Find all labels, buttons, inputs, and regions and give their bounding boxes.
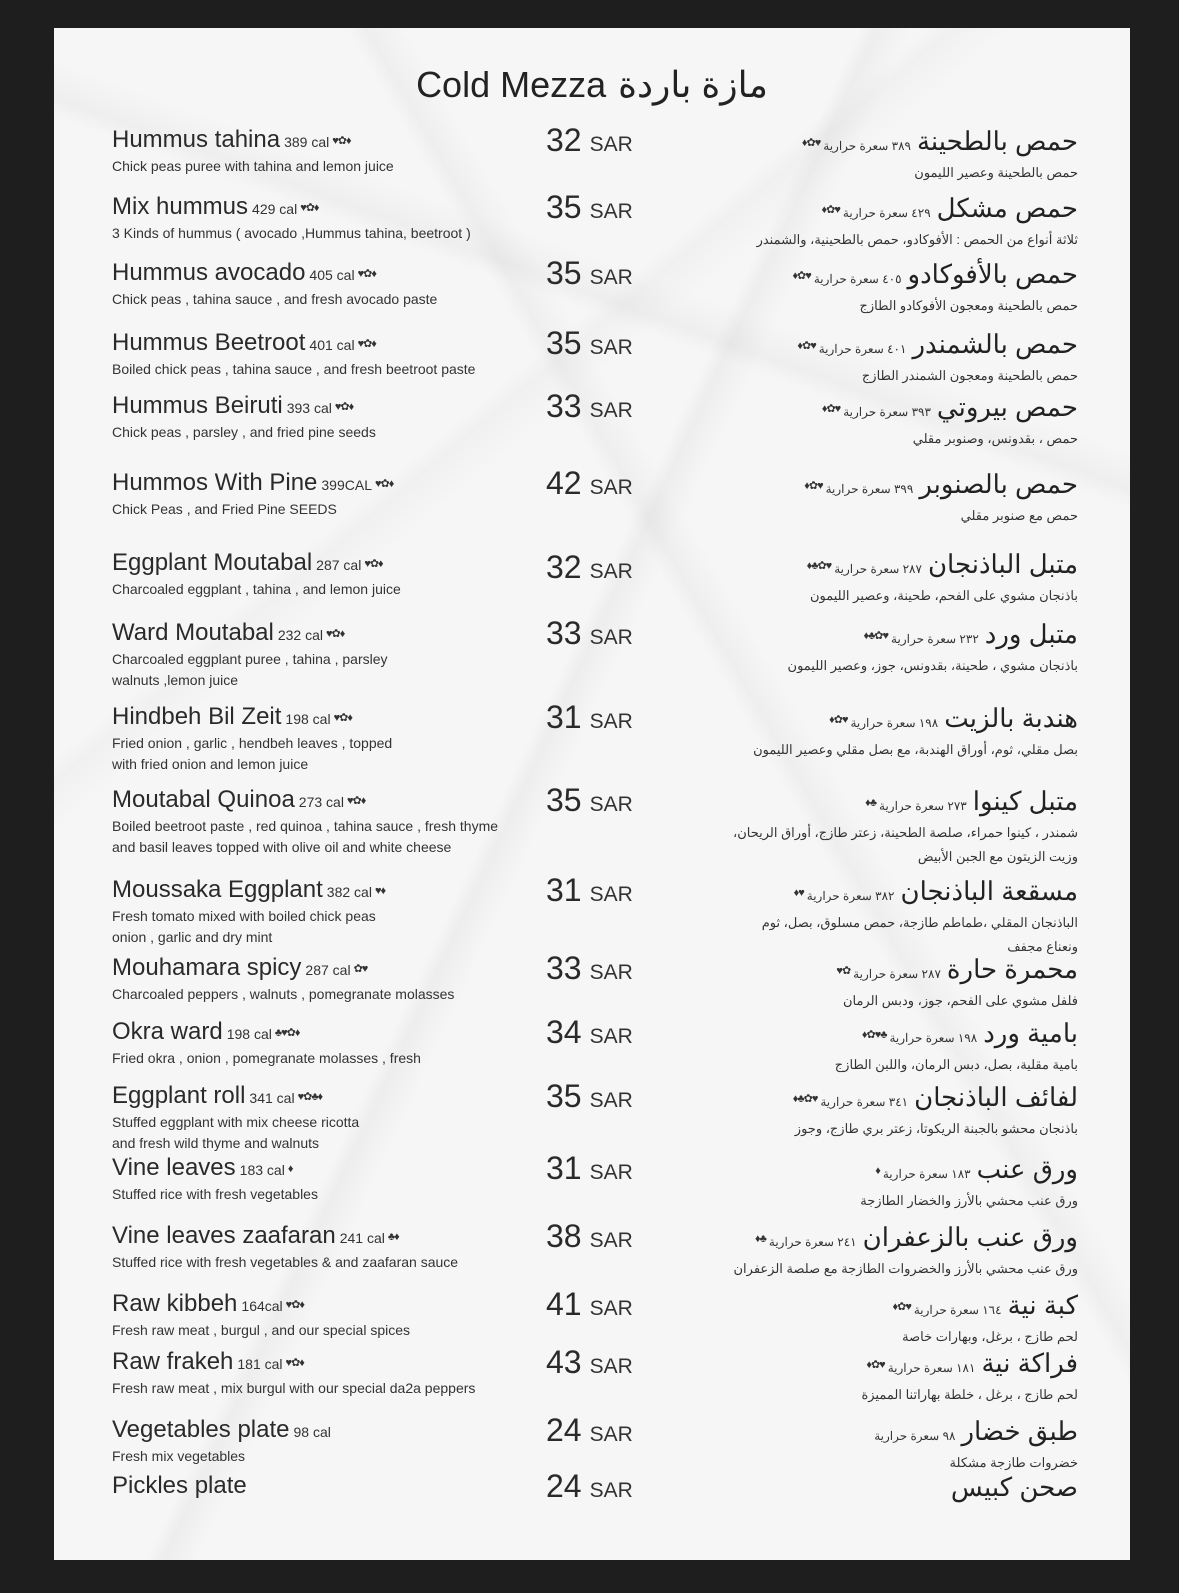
- item-ar: [638, 1222, 1078, 1281]
- diet-icons: ♥✿♣♦: [297, 1090, 323, 1103]
- item-description: and basil leaves topped with olive oil and white cheese: [112, 839, 452, 855]
- item-calories: 401 cal: [309, 337, 355, 353]
- item-ar: [638, 469, 1078, 528]
- item-ar-name: لفائف الباذنجان: [914, 1082, 1078, 1112]
- diet-icons-ar: ♥✿♦: [797, 340, 816, 353]
- item-calories: 389 cal: [284, 134, 330, 150]
- item-ar-name: حمص بالطحينة: [916, 126, 1078, 156]
- price-currency: SAR: [589, 1297, 633, 1320]
- price-value: 24: [546, 1412, 582, 1448]
- diet-icons-ar: ♣♦: [865, 797, 877, 810]
- item-ar: [638, 1348, 1078, 1407]
- price-currency: SAR: [589, 200, 633, 223]
- diet-icons: ♥✿♦: [285, 1298, 305, 1311]
- item-ar-description: حمص بالطحينة ومعجون الشمندر الطازج: [861, 368, 1078, 383]
- price-value: 35: [546, 782, 582, 818]
- price-currency: SAR: [589, 476, 633, 499]
- diet-icons-ar: ♥♦: [793, 887, 804, 900]
- price-value: 35: [546, 325, 582, 361]
- price-currency: SAR: [589, 266, 633, 289]
- item-ar: [638, 193, 1078, 252]
- item-description: Charcoaled eggplant , tahina , and lemon juice: [112, 581, 401, 597]
- item-ar-description: باذنجان مشوي ، طحينة، بقدونس، جوز، وعصير الليمون: [787, 658, 1078, 673]
- price-currency: SAR: [589, 1229, 633, 1252]
- diet-icons-ar: ♥✿♦: [829, 714, 848, 727]
- item-ar-name: حمص بالشمندر: [912, 329, 1078, 359]
- diet-icons-ar: ♣♦: [755, 1233, 766, 1246]
- item-ar-name: متبل كينوا: [972, 786, 1078, 816]
- item-name-line: [112, 1416, 542, 1446]
- item-en: [112, 469, 542, 520]
- item-ar-description: حمص بالطحينة ومعجون الأفوكادو الطازج: [859, 298, 1078, 313]
- item-description: Fried okra , onion , pomegranate molasses , fresh: [112, 1050, 421, 1066]
- diet-icons-ar: ♥✿♦: [892, 1301, 911, 1314]
- item-ar: [638, 392, 1078, 451]
- item-ar-name-line: [638, 392, 1078, 427]
- price-currency: SAR: [589, 961, 633, 984]
- item-ar-name-line: [638, 469, 1078, 504]
- item-name-line: [112, 259, 542, 289]
- item-description: Fresh tomato mixed with boiled chick peas: [112, 908, 376, 924]
- item-ar-name: حمص بيروتي: [936, 392, 1078, 422]
- item-name: Vegetables plate: [112, 1416, 290, 1443]
- item-ar-name: صحن كبيس: [950, 1472, 1078, 1502]
- item-description: Charcoaled eggplant puree , tahina , parsley: [112, 651, 388, 667]
- item-ar-calories: ٣٤١ سعرة حرارية: [820, 1095, 909, 1109]
- item-en: [112, 1348, 542, 1399]
- item-en: [112, 259, 542, 310]
- price-currency: SAR: [589, 1355, 633, 1378]
- item-ar-calories: ٤٠٥ سعرة حرارية: [813, 272, 902, 286]
- price-currency: SAR: [589, 560, 633, 583]
- diet-icons-ar: ♦: [875, 1165, 880, 1178]
- item-ar-calories: ١٩٨ سعرة حرارية: [889, 1031, 978, 1045]
- price-value: 41: [546, 1286, 582, 1322]
- price-currency: SAR: [589, 1479, 633, 1502]
- item-description: Charcoaled peppers , walnuts , pomegranate molasses: [112, 986, 455, 1002]
- item-ar-name: ورق عنب بالزعفران: [862, 1222, 1078, 1252]
- item-name: Pickles plate: [112, 1472, 247, 1499]
- item-ar-name-line: [638, 1472, 1078, 1507]
- diet-icons: ♥✿♦: [285, 1356, 304, 1369]
- item-calories: 429 cal: [252, 201, 298, 217]
- diet-icons: ♥✿♦: [332, 134, 351, 147]
- item-ar-name-line: [638, 193, 1078, 228]
- item-ar-name: طبق خضار: [961, 1416, 1078, 1446]
- item-ar-calories: ١٨١ سعرة حرارية: [887, 1361, 976, 1375]
- item-calories: 183 cal: [239, 1162, 285, 1178]
- item-ar-calories: ٤٢٩ سعرة حرارية: [842, 206, 931, 220]
- item-ar-name-line: [638, 786, 1078, 821]
- item-en: [112, 1154, 542, 1205]
- item-ar-name-line: [638, 954, 1078, 989]
- item-calories: 98 cal: [293, 1424, 331, 1440]
- item-ar-description: حمص مع صنوبر مقلي: [960, 508, 1078, 523]
- price-value: 33: [546, 388, 582, 424]
- item-ar-description: شمندر ، كينوا حمراء، صلصة الطحينة، زعتر طازج، أوراق الريحان،: [733, 825, 1078, 840]
- item-name-line: [112, 1290, 542, 1320]
- item-ar-name: مسقعة الباذنجان: [900, 876, 1078, 906]
- item-name: Vine leaves: [112, 1154, 236, 1181]
- item-ar-name: محمرة حارة: [946, 954, 1078, 984]
- item-ar: [638, 1082, 1078, 1141]
- item-description: with fried onion and lemon juice: [112, 756, 309, 772]
- item-name-line: [112, 703, 542, 733]
- item-calories: 181 cal: [237, 1356, 283, 1372]
- price-value: 32: [546, 122, 582, 158]
- diet-icons-ar: ♥✿♣♦: [863, 630, 889, 643]
- item-ar-name: هندبة بالزيت: [944, 703, 1078, 733]
- item-ar: [638, 786, 1078, 869]
- item-description: Stuffed eggplant with mix cheese ricotta: [112, 1114, 360, 1130]
- diet-icons: ♥✿♦: [357, 337, 376, 350]
- item-name: Raw frakeh: [112, 1348, 234, 1375]
- item-name-line: [112, 1018, 542, 1048]
- item-ar-name: بامية ورد: [983, 1018, 1078, 1048]
- item-ar-name: متبل الباذنجان: [927, 549, 1078, 579]
- item-ar-description: بامية مقلية، بصل، دبس الرمان، واللبن الطازج: [834, 1057, 1078, 1072]
- price-currency: SAR: [589, 626, 633, 649]
- item-name-line: [112, 786, 542, 816]
- item-description: Chick Peas , and Fried Pine SEEDS: [112, 501, 337, 517]
- item-ar-name: حمص بالصنوبر: [919, 469, 1078, 499]
- item-ar-name-line: [638, 1222, 1078, 1257]
- diet-icons: ♣♦: [387, 1230, 399, 1243]
- item-ar-name-line: [638, 1290, 1078, 1325]
- price-currency: SAR: [589, 336, 633, 359]
- price-value: 31: [546, 1150, 582, 1186]
- item-calories: 273 cal: [298, 794, 344, 810]
- item-calories: 232 cal: [277, 627, 324, 643]
- item-ar-description: لحم طازج ، برغل ، خلطة بهاراتنا المميزة: [861, 1387, 1078, 1402]
- item-calories: 393 cal: [286, 400, 332, 416]
- item-ar: [638, 954, 1078, 1013]
- item-name-line: [112, 392, 542, 422]
- item-name-line: [112, 1082, 542, 1112]
- item-en: [112, 786, 542, 858]
- item-ar-name: حمص بالأفوكادو: [907, 259, 1078, 289]
- item-en: [112, 1290, 542, 1341]
- item-name-line: [112, 1348, 542, 1378]
- item-ar: [638, 703, 1078, 762]
- item-ar-calories: ٢٣٢ سعرة حرارية: [891, 632, 979, 646]
- item-ar-calories: ١٩٨ سعرة حرارية: [850, 716, 939, 730]
- price-value: 31: [546, 872, 582, 908]
- item-ar-calories: ٩٨ سعرة حرارية: [874, 1429, 956, 1443]
- item-description: Fresh mix vegetables: [112, 1448, 246, 1464]
- price-value: 42: [546, 465, 582, 501]
- item-calories: 287 cal: [316, 557, 362, 573]
- item-en: [112, 1472, 542, 1502]
- item-ar: [638, 549, 1078, 608]
- item-ar-calories: ٢٨٧ سعرة حرارية: [834, 562, 922, 576]
- item-name: Hindbeh Bil Zeit: [112, 703, 282, 730]
- item-ar-description: وزيت الزيتون مع الجبن الأبيض: [917, 849, 1078, 864]
- price-currency: SAR: [589, 1089, 633, 1112]
- item-ar: [638, 1154, 1078, 1213]
- item-description: Boiled beetroot paste , red quinoa , tahina sauce , fresh thyme: [112, 818, 499, 834]
- item-name-line: [112, 193, 542, 223]
- item-ar-description: الباذنجان المقلي ،طماطم طازجة، حمص مسلوق، بصل، ثوم: [761, 915, 1078, 930]
- price-currency: SAR: [589, 710, 633, 733]
- diet-icons: ♦: [287, 1162, 293, 1175]
- item-ar-description: حمص ، بقدونس، وصنوبر مقلي: [912, 431, 1078, 446]
- item-calories: 164cal: [241, 1298, 283, 1314]
- item-ar-name-line: [638, 1154, 1078, 1189]
- item-ar-name-line: [638, 1416, 1078, 1451]
- diet-icons: ♥✿♦: [300, 201, 319, 214]
- item-ar-name: فراكة نية: [981, 1348, 1078, 1378]
- diet-icons: ♥✿♦: [334, 400, 354, 413]
- item-en: [112, 703, 542, 775]
- item-description: Fresh raw meat , mix burgul with our special da2a peppers: [112, 1380, 476, 1396]
- item-name-line: [112, 1154, 542, 1184]
- item-name-line: [112, 1472, 542, 1502]
- item-ar-name: ورق عنب: [976, 1154, 1078, 1184]
- item-ar-name-line: [638, 126, 1078, 161]
- price-value: 32: [546, 549, 582, 585]
- item-ar-description: ورق عنب محشي بالأرز والخضار الطازجة: [860, 1193, 1078, 1208]
- item-en: [112, 1416, 542, 1467]
- price-currency: SAR: [589, 1161, 633, 1184]
- item-ar-name-line: [638, 703, 1078, 738]
- item-ar-calories: ٢٨٧ سعرة حرارية: [853, 967, 941, 981]
- item-ar-description: فلفل مشوي على الفحم، جوز، ودبس الرمان: [842, 993, 1078, 1008]
- item-ar-name-line: [638, 1082, 1078, 1117]
- item-ar-calories: ١٨٣ سعرة حرارية: [882, 1167, 971, 1181]
- item-description: Chick peas , parsley , and fried pine seeds: [112, 424, 376, 440]
- item-name: Moutabal Quinoa: [112, 786, 295, 813]
- item-en: [112, 1018, 542, 1069]
- price-value: 38: [546, 1218, 582, 1254]
- price-currency: SAR: [589, 1025, 633, 1048]
- item-calories: 341 cal: [249, 1090, 295, 1106]
- item-ar-description: ثلاثة أنواع من الحمص : الأفوكادو، حمص بالطحينية، والشمندر: [756, 232, 1078, 247]
- item-ar-name-line: [638, 1348, 1078, 1383]
- item-name: Moussaka Eggplant: [112, 876, 323, 903]
- item-description: Stuffed rice with fresh vegetables & and zaafaran sauce: [112, 1254, 459, 1270]
- item-name: Hummos With Pine: [112, 469, 318, 496]
- diet-icons: ♥✿♦: [333, 711, 352, 724]
- item-ar-description: ورق عنب محشي بالأرز والخضروات الطازجة مع صلصة الزعفران: [733, 1261, 1078, 1276]
- diet-icons: ♥♦: [374, 884, 386, 897]
- item-ar: [638, 619, 1078, 678]
- item-ar-name: حمص مشكل: [936, 193, 1078, 223]
- diet-icons: ♥✿♦: [364, 557, 383, 570]
- item-ar: [638, 1416, 1078, 1475]
- item-en: [112, 392, 542, 443]
- item-ar-name-line: [638, 549, 1078, 584]
- item-description: onion , garlic and dry mint: [112, 929, 273, 945]
- page-title: [54, 64, 1130, 106]
- price-value: 31: [546, 699, 582, 735]
- price-currency: SAR: [589, 133, 633, 156]
- item-ar-description: خضروات طازجة مشكلة: [949, 1455, 1078, 1470]
- price-currency: SAR: [589, 793, 633, 816]
- item-ar-description: باذنجان محشو بالجبنة الريكوتا، زعتر بري طازج، وجوز: [794, 1121, 1078, 1136]
- item-ar-name: كبة نية: [1007, 1290, 1078, 1320]
- item-ar: [638, 1018, 1078, 1077]
- item-name-line: [112, 876, 542, 906]
- item-en: [112, 549, 542, 600]
- diet-icons-ar: ♥✿♣♦: [792, 1093, 818, 1106]
- diet-icons: ♥✿♦: [374, 477, 394, 490]
- diet-icons-ar: ♥✿♦: [801, 137, 821, 150]
- item-name: Hummus avocado: [112, 259, 306, 286]
- diet-icons-ar: ♥✿♦: [804, 480, 823, 493]
- item-ar-name-line: [638, 1018, 1078, 1053]
- item-en: [112, 1222, 542, 1273]
- item-en: [112, 1082, 542, 1154]
- item-ar-description: لحم طازج ، برغل، وبهارات خاصة: [902, 1329, 1078, 1344]
- item-name: Ward Moutabal: [112, 619, 274, 646]
- item-ar: [638, 259, 1078, 318]
- item-name: Eggplant roll: [112, 1082, 246, 1109]
- item-ar-calories: ٤٠١ سعرة حرارية: [818, 342, 907, 356]
- item-ar-calories: ١٦٤ سعرة حرارية: [913, 1303, 1002, 1317]
- diet-icons: ♣♥✿♦: [274, 1026, 300, 1039]
- item-ar-description: حمص بالطحينة وعصير الليمون: [914, 165, 1078, 180]
- price-value: 33: [546, 950, 582, 986]
- item-name: Hummus Beetroot: [112, 329, 306, 356]
- title-en: Cold Mezza: [416, 64, 607, 105]
- price-value: 34: [546, 1014, 582, 1050]
- item-ar-calories: ٣٩٣ سعرة حرارية: [843, 405, 931, 419]
- diet-icons-ar: ♥✿♦: [821, 204, 840, 217]
- item-name-line: [112, 126, 542, 156]
- price-value: 35: [546, 1078, 582, 1114]
- item-ar-description: بصل مقلي، ثوم، أوراق الهندبة، مع بصل مقلي وعصير الليمون: [753, 742, 1078, 757]
- item-ar: [638, 329, 1078, 388]
- item-name: Hummus tahina: [112, 126, 281, 153]
- price-value: 43: [546, 1344, 582, 1380]
- item-ar: [638, 1472, 1078, 1507]
- item-description: Chick peas puree with tahina and lemon juice: [112, 158, 394, 174]
- price-value: 35: [546, 189, 582, 225]
- item-name-line: [112, 954, 542, 984]
- item-name-line: [112, 469, 542, 499]
- item-name: Mix hummus: [112, 193, 249, 220]
- diet-icons-ar: ♥✿♦: [792, 270, 811, 283]
- item-description: Chick peas , tahina sauce , and fresh avocado paste: [112, 291, 438, 307]
- item-en: [112, 193, 542, 244]
- item-ar-description: باذنجان مشوي على الفحم، طحينة، وعصير الليمون: [809, 588, 1078, 603]
- price-currency: SAR: [589, 399, 633, 422]
- item-name: Hummus Beiruti: [112, 392, 283, 419]
- item-description: 3 Kinds of hummus ( avocado ,Hummus tahina, beetroot ): [112, 225, 471, 241]
- item-description: Boiled chick peas , tahina sauce , and fresh beetroot paste: [112, 361, 476, 377]
- diet-icons: ♥✿♦: [357, 267, 376, 280]
- item-ar-calories: ٣٨٩ سعرة حرارية: [823, 139, 911, 153]
- item-description: Fried onion , garlic , hendbeh leaves , topped: [112, 735, 393, 751]
- item-ar: [638, 1290, 1078, 1349]
- diet-icons-ar: ✿♥: [836, 965, 851, 978]
- item-ar: [638, 126, 1078, 185]
- item-calories: 399CAL: [321, 477, 372, 493]
- item-name-line: [112, 1222, 542, 1252]
- price-value: 24: [546, 1468, 582, 1504]
- item-en: [112, 329, 542, 380]
- diet-icons-ar: ♥✿♣♦: [806, 560, 832, 573]
- item-name: Eggplant Moutabal: [112, 549, 313, 576]
- diet-icons: ♥✿♦: [326, 627, 345, 640]
- diet-icons-ar: ♥✿♦: [821, 403, 841, 416]
- item-calories: 287 cal: [305, 962, 351, 978]
- item-en: [112, 954, 542, 1005]
- item-calories: 198 cal: [285, 711, 331, 727]
- price-currency: SAR: [589, 1423, 633, 1446]
- item-name: Mouhamara spicy: [112, 954, 302, 981]
- diet-icons: ♥✿♦: [346, 794, 366, 807]
- item-name-line: [112, 329, 542, 359]
- title-ar: مازة باردة: [618, 64, 768, 105]
- item-description: Fresh raw meat , burgul , and our special spices: [112, 1322, 411, 1338]
- item-calories: 241 cal: [339, 1230, 385, 1246]
- item-name-line: [112, 549, 542, 579]
- item-name: Vine leaves zaafaran: [112, 1222, 336, 1249]
- item-ar-calories: ٢٧٣ سعرة حرارية: [879, 799, 967, 813]
- item-ar-calories: ٣٩٩ سعرة حرارية: [825, 482, 914, 496]
- item-description: Stuffed rice with fresh vegetables: [112, 1186, 318, 1202]
- item-en: [112, 619, 542, 691]
- item-calories: 198 cal: [226, 1026, 272, 1042]
- price-value: 35: [546, 255, 582, 291]
- item-ar-description: ونعناع مجفف: [1007, 939, 1078, 954]
- item-ar-name: متبل ورد: [984, 619, 1078, 649]
- diet-icons: ✿♥: [353, 962, 368, 975]
- item-description: and fresh wild thyme and walnuts: [112, 1135, 319, 1151]
- price-value: 33: [546, 615, 582, 651]
- item-calories: 405 cal: [309, 267, 355, 283]
- diet-icons-ar: ♣♥✿♦: [861, 1029, 887, 1042]
- item-ar: [638, 876, 1078, 959]
- price-currency: SAR: [589, 883, 633, 906]
- item-ar-name-line: [638, 259, 1078, 294]
- item-ar-name-line: [638, 329, 1078, 364]
- item-calories: 382 cal: [326, 884, 372, 900]
- menu-sheet: [54, 28, 1130, 1560]
- item-en: [112, 876, 542, 948]
- item-ar-name-line: [638, 876, 1078, 911]
- item-name: Okra ward: [112, 1018, 223, 1045]
- item-ar-name-line: [638, 619, 1078, 654]
- item-name-line: [112, 619, 542, 649]
- item-description: walnuts ,lemon juice: [112, 672, 239, 688]
- item-en: [112, 126, 542, 177]
- item-name: Raw kibbeh: [112, 1290, 238, 1317]
- diet-icons-ar: ♥✿♦: [866, 1359, 885, 1372]
- item-ar-calories: ٣٨٢ سعرة حرارية: [806, 889, 895, 903]
- item-ar-calories: ٢٤١ سعرة حرارية: [768, 1235, 857, 1249]
